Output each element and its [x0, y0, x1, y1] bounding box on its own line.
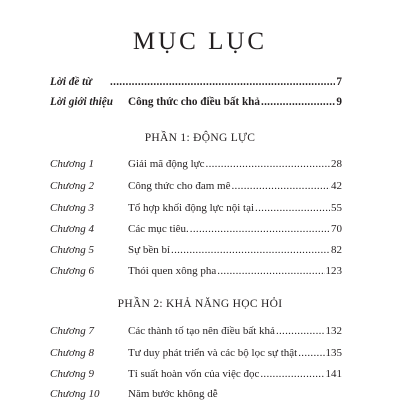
chapter-page: 55	[331, 202, 342, 214]
chapter-label: Chương 6	[50, 265, 94, 277]
chapter-title: Công thức cho đam mê	[128, 180, 231, 192]
dot-leader	[217, 263, 324, 279]
chapter-page: 141	[325, 368, 342, 380]
dot-leader	[255, 200, 330, 216]
chapter-label: Chương 4	[50, 223, 94, 235]
chapter-page: 82	[331, 244, 342, 256]
chapter-label: Chương 2	[50, 180, 94, 192]
chapter-title: Tổ hợp khối động lực nội tại	[128, 202, 255, 214]
toc-chapter-entry[interactable]	[50, 178, 342, 194]
chapter-title: Sự bền bỉ	[128, 244, 171, 256]
chapter-page: 132	[325, 325, 342, 337]
chapter-label: Chương 3	[50, 202, 94, 214]
chapter-title: Tư duy phát triển và các bộ lọc sự thật	[128, 347, 298, 359]
toc-chapter-entry[interactable]	[50, 200, 342, 216]
toc-chapter-entry[interactable]	[50, 323, 342, 339]
chapter-title: Năm bước không dễ	[128, 388, 218, 400]
dot-leader	[261, 94, 335, 110]
part-heading: PHẦN 2: KHẢ NĂNG HỌC HỎI	[117, 298, 283, 310]
toc-entry-epigraph[interactable]	[50, 74, 342, 90]
chapter-title: Giải mã động lực	[128, 158, 205, 170]
toc-entry-page: 9	[336, 96, 342, 108]
toc-chapter-entry[interactable]	[50, 263, 342, 279]
toc-entry-introduction[interactable]	[50, 94, 342, 110]
chapter-label: Chương 7	[50, 325, 94, 337]
dot-leader	[171, 242, 330, 258]
chapter-title: Các mục tiêu.	[128, 223, 189, 235]
part-heading: PHẦN 1: ĐỘNG LỰC	[144, 132, 256, 144]
toc-chapter-entry[interactable]	[50, 242, 342, 258]
chapter-title: Tỉ suất hoàn vốn của việc đọc	[128, 368, 260, 380]
toc-chapter-entry[interactable]	[50, 345, 342, 361]
chapter-label: Chương 5	[50, 244, 94, 256]
page-title: MỤC LỤC	[132, 28, 268, 55]
toc-entry-page: 7	[336, 76, 342, 88]
dot-leader	[190, 221, 330, 237]
chapter-page: 42	[331, 180, 342, 192]
dot-leader	[298, 345, 324, 361]
chapter-page: 123	[325, 265, 342, 277]
chapter-label: Chương 9	[50, 368, 94, 380]
dot-leader	[260, 366, 324, 382]
dot-leader	[276, 323, 325, 339]
dot-leader	[232, 178, 331, 194]
chapter-label: Chương 10	[50, 388, 100, 400]
toc-entry-label: Lời đề từ	[50, 76, 92, 88]
chapter-title: Thói quen xông pha	[128, 265, 217, 277]
toc-entry-title: Công thức cho điều bất khả	[128, 96, 260, 108]
toc-chapter-entry[interactable]	[50, 156, 342, 172]
toc-chapter-entry[interactable]	[50, 221, 342, 237]
chapter-label: Chương 8	[50, 347, 94, 359]
dot-leader	[206, 156, 330, 172]
chapter-label: Chương 1	[50, 158, 94, 170]
toc-chapter-entry[interactable]	[50, 366, 342, 382]
chapter-page: 70	[331, 223, 342, 235]
chapter-page: 28	[331, 158, 342, 170]
chapter-page: 135	[325, 347, 342, 359]
toc-entry-label: Lời giới thiệu	[50, 96, 113, 108]
dot-leader	[110, 74, 335, 90]
chapter-title: Các thành tố tạo nên điều bất khả	[128, 325, 275, 337]
